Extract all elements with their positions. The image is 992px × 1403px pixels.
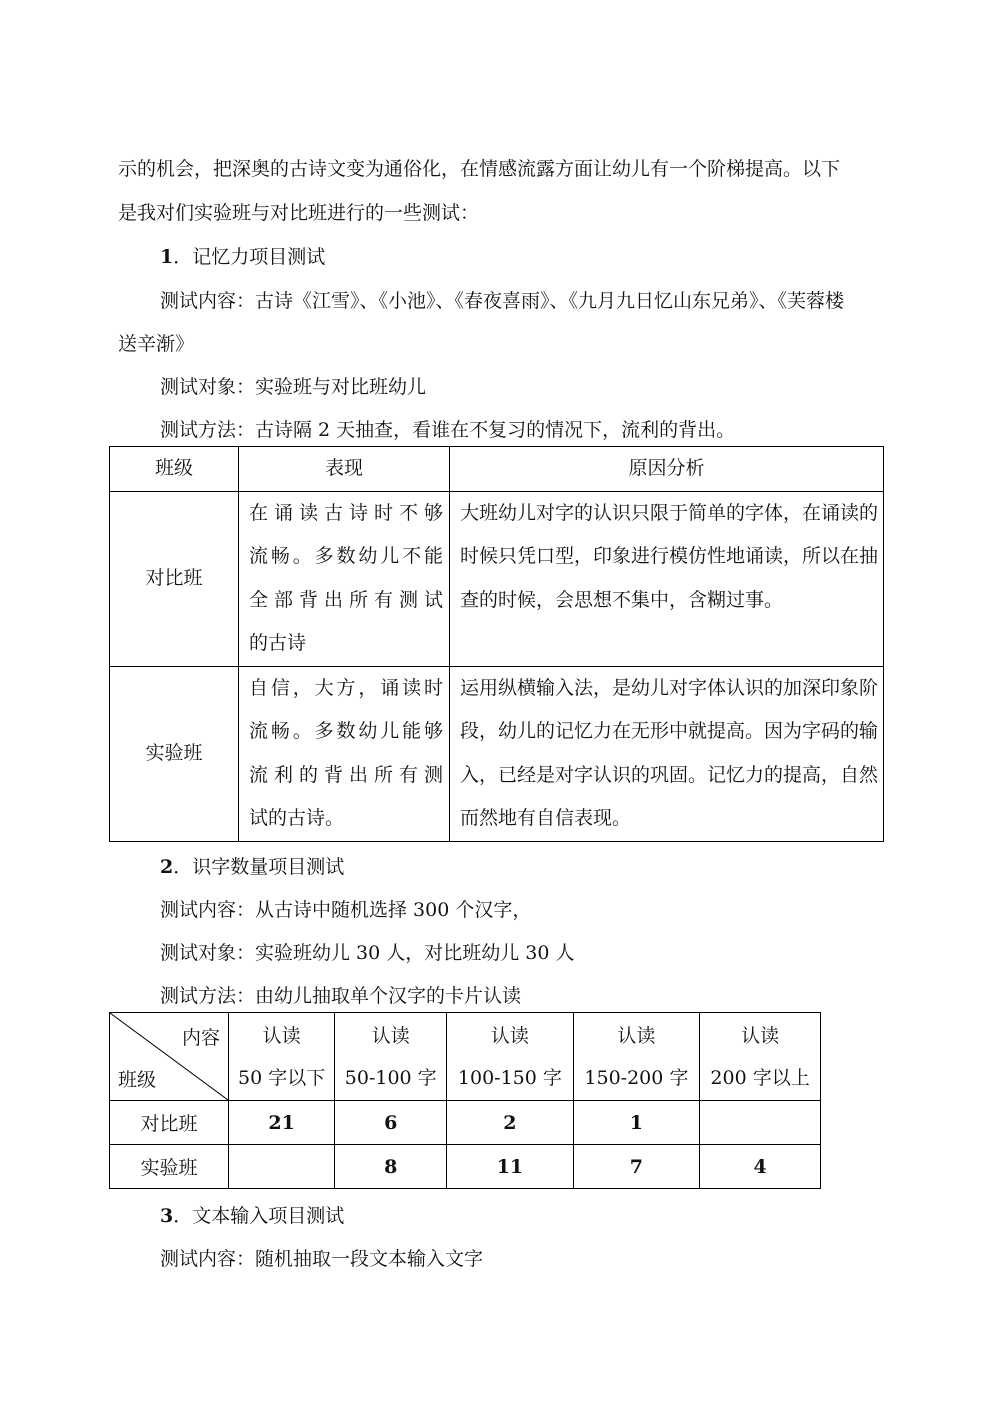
column-header xyxy=(573,1013,699,1101)
text-line: 入，已经是对字认识的巩固。记忆力的提高，自然 xyxy=(460,763,879,786)
intro-line-2: 是我对们实验班与对比班进行的一些测试： xyxy=(118,202,480,224)
section-1-method: 测试方法：古诗隔 2 天抽查，看谁在不复习的情况下，流利的背出。 xyxy=(160,419,736,441)
text-line: 时候只凭口型，印象进行模仿性地诵读，所以在抽 xyxy=(460,545,879,567)
section-3-heading xyxy=(160,1204,344,1228)
section-1-content: 测试内容：古诗《江雪》、《小池》、《春夜喜雨》、《九月九日忆山东兄弟》、《芙蓉楼 xyxy=(160,290,845,312)
section-1-object: 测试对象：实验班与对比班幼儿 xyxy=(160,376,427,398)
character-count-table xyxy=(109,1012,821,1189)
text-line: 运用纵横输入法，是幼儿对字体认识的加深印象阶 xyxy=(460,676,879,699)
text-line: 试的古诗。 xyxy=(249,807,345,829)
text-line: 大班幼儿对字的认识只限于简单的字体，在诵读的 xyxy=(460,501,879,524)
header-class: 班级 xyxy=(110,447,239,492)
cell-value xyxy=(229,1145,335,1189)
section-1-content-cont: 送辛渐》 xyxy=(118,333,195,355)
table-row xyxy=(110,666,884,841)
row-performance xyxy=(239,666,450,841)
column-header-bottom: 50 字以下 xyxy=(238,1066,326,1089)
section-2-method: 测试方法：由幼儿抽取单个汉字的卡片认读 xyxy=(160,985,522,1007)
text-line: 而然地有自信表现。 xyxy=(460,807,632,829)
section-title: ．文本输入项目测试 xyxy=(173,1205,345,1227)
column-header-bottom: 200 字以上 xyxy=(710,1066,810,1089)
table-row xyxy=(110,1101,821,1145)
text-line: 自信，大方，诵读时 xyxy=(249,676,443,699)
column-header xyxy=(229,1013,335,1101)
cell-value: 4 xyxy=(700,1145,821,1189)
text-line: 全部背出所有测试 xyxy=(249,588,443,611)
column-header-bottom: 100-150 字 xyxy=(457,1066,562,1089)
row-class: 实验班 xyxy=(110,666,239,841)
cell-value: 2 xyxy=(447,1101,573,1145)
column-header-top: 认读 xyxy=(617,1024,656,1047)
section-number: 1 xyxy=(160,246,174,268)
intro-line-1: 示的机会，把深奥的古诗文变为通俗化，在情感流露方面让幼儿有一个阶梯提高。以下 xyxy=(118,158,841,180)
header-performance: 表现 xyxy=(239,447,450,492)
cell-value: 7 xyxy=(573,1145,699,1189)
column-header-top: 认读 xyxy=(490,1024,529,1047)
text-line: 段，幼儿的记忆力在无形中就提高。因为字码的输 xyxy=(460,720,879,742)
column-header-top: 认读 xyxy=(371,1024,410,1047)
text-line: 查的时候，会思想不集中，含糊过事。 xyxy=(460,588,784,611)
cell-value: 21 xyxy=(229,1101,335,1145)
section-1-heading xyxy=(160,245,325,269)
section-title: ．记忆力项目测试 xyxy=(173,246,326,268)
row-analysis xyxy=(450,491,884,666)
corner-cell xyxy=(110,1013,229,1101)
memory-test-table xyxy=(109,446,884,842)
section-number: 3 xyxy=(160,1205,174,1227)
text-line: 流利的背出所有测 xyxy=(249,763,443,786)
section-title: ．识字数量项目测试 xyxy=(173,856,345,878)
cell-value: 6 xyxy=(335,1101,447,1145)
column-header-bottom: 50-100 字 xyxy=(344,1066,437,1089)
table-header-row xyxy=(110,447,884,492)
text-line: 的古诗 xyxy=(249,632,307,654)
column-header-top: 认读 xyxy=(741,1024,780,1047)
cell-value: 1 xyxy=(573,1101,699,1145)
row-analysis xyxy=(450,666,884,841)
column-header-top: 认读 xyxy=(262,1024,301,1047)
cell-value xyxy=(700,1101,821,1145)
corner-class-label: 班级 xyxy=(118,1069,157,1091)
column-header-bottom: 150-200 字 xyxy=(584,1066,689,1089)
table-header-row xyxy=(110,1013,821,1101)
row-class: 对比班 xyxy=(110,491,239,666)
section-2-object: 测试对象：实验班幼儿 30 人，对比班幼儿 30 人 xyxy=(160,942,575,964)
row-class: 对比班 xyxy=(110,1101,229,1145)
section-2-content: 测试内容：从古诗中随机选择 300 个汉字， xyxy=(160,899,532,921)
column-header xyxy=(447,1013,573,1101)
table-row xyxy=(110,1145,821,1189)
column-header xyxy=(700,1013,821,1101)
column-header xyxy=(335,1013,447,1101)
corner-content-label: 内容 xyxy=(181,1027,220,1049)
section-2-heading xyxy=(160,855,344,879)
table-row xyxy=(110,491,884,666)
cell-value: 8 xyxy=(335,1145,447,1189)
text-line: 流畅。多数幼儿能够 xyxy=(249,720,443,742)
row-performance xyxy=(239,491,450,666)
text-line: 在诵读古诗时不够 xyxy=(249,501,443,524)
row-class: 实验班 xyxy=(110,1145,229,1189)
section-3-content: 测试内容：随机抽取一段文本输入文字 xyxy=(160,1248,484,1270)
header-analysis: 原因分析 xyxy=(450,447,884,492)
section-number: 2 xyxy=(160,856,174,878)
text-line: 流畅。多数幼儿不能 xyxy=(249,545,443,567)
cell-value: 11 xyxy=(447,1145,573,1189)
